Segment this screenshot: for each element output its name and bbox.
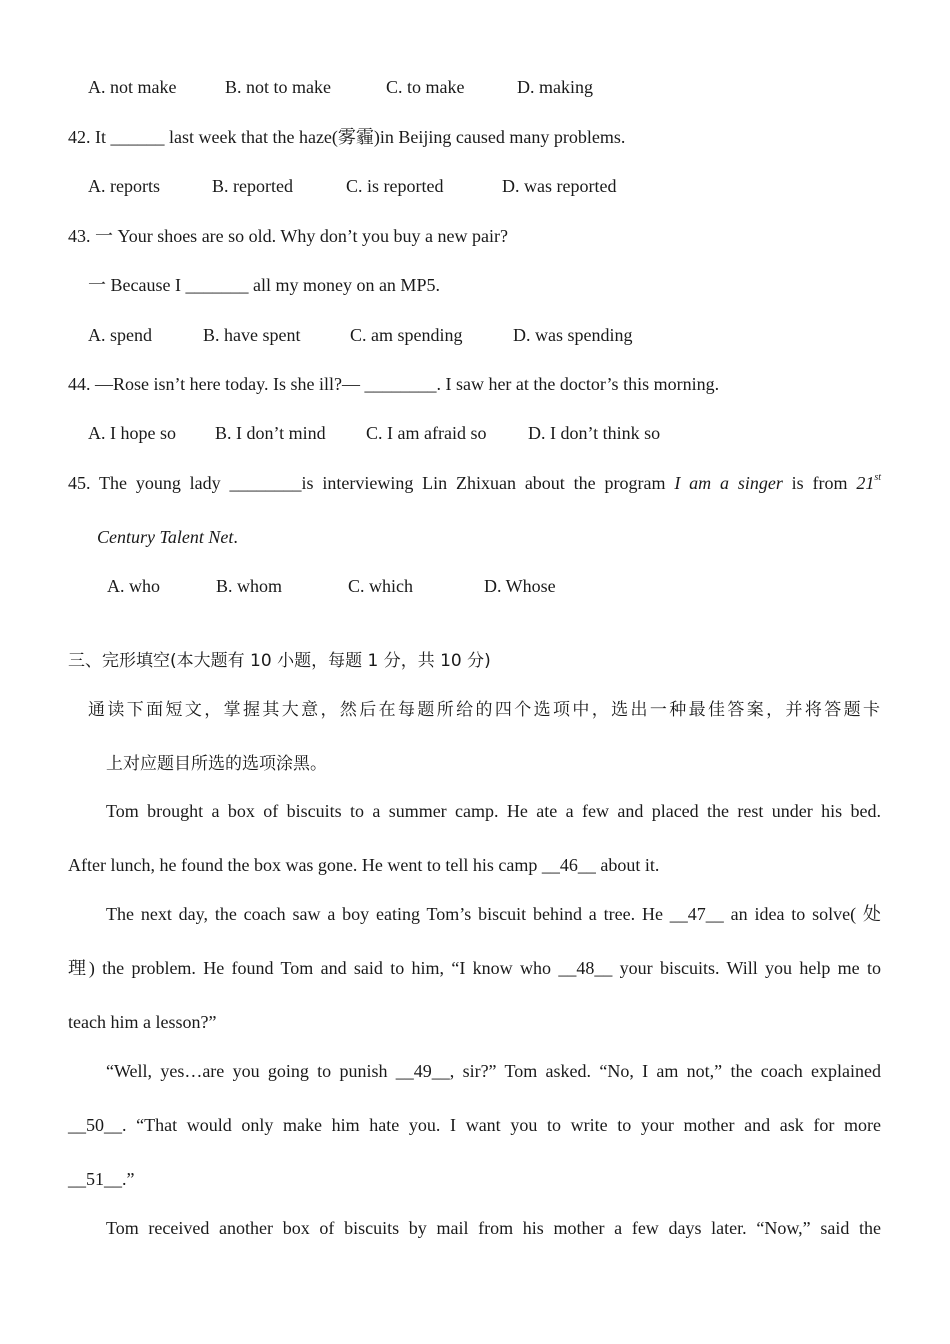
q45-option-c: C. which [348, 576, 413, 596]
q45-stem-line1 [68, 472, 881, 494]
section3-instruction-line1: 通读下面短文，掌握其大意，然后在每题所给的四个选项中，选出一种最佳答案，并将答题卡 [88, 700, 880, 720]
q45-century-number [856, 473, 881, 493]
q43-option-b: B. have spent [203, 325, 301, 345]
q45-program-title: I am a singer [674, 473, 783, 493]
q45-century-digits: 21 [856, 473, 875, 493]
q45-option-b: B. whom [216, 576, 283, 596]
q42-option-a: A. reports [88, 176, 160, 196]
passage-p1-line1: Tom brought a box of biscuits to a summer camp. He ate a few and placed the rest under his bed. [106, 801, 881, 821]
q44-option-c: C. I am afraid so [366, 423, 487, 443]
section3-instruction-line2: 上对应题目所选的选项涂黑。 [106, 754, 327, 774]
passage-p1-line2: After lunch, he found the box was gone. He went to tell his camp __46__ about it. [68, 855, 660, 875]
q43-stem-line2: 一 Because I _______ all my money on an MP5. [88, 275, 440, 295]
q43-stem-line1: 43. 一 Your shoes are so old. Why don’t you buy a new pair? [68, 226, 508, 246]
passage-p3-line1: “Well, yes…are you going to punish __49__, sir?” Tom asked. “No, I am not,” the coach explained [106, 1061, 881, 1081]
q41-option-a: A. not make [88, 77, 177, 97]
q44-option-b: B. I don’t mind [215, 423, 326, 443]
q42-option-b: B. reported [212, 176, 293, 196]
q42-option-c: C. is reported [346, 176, 444, 196]
q45-century-suffix: st [874, 472, 882, 483]
passage-p3-line2: __50__. “That would only make him hate you. I want you to write to your mother and ask for more [68, 1115, 881, 1135]
q42-option-d: D. was reported [502, 176, 617, 196]
q45-option-d: D. Whose [484, 576, 556, 596]
q45-site-name: Century Talent Net [97, 527, 234, 547]
q44-stem: 44. —Rose isn’t here today. Is she ill?— ________. I saw her at the doctor’s this morning. [68, 374, 720, 394]
section3-heading: 三、完形填空(本大题有 10 小题，每题 1 分，共 10 分) [68, 651, 491, 671]
q43-option-d: D. was spending [513, 325, 633, 345]
passage-p4-line1: Tom received another box of biscuits by mail from his mother a few days later. “Now,” said the [106, 1218, 881, 1238]
passage-p2-line3: teach him a lesson?” [68, 1012, 217, 1032]
q42-stem: 42. It ______ last week that the haze(雾霾)in Beijing caused many problems. [68, 127, 626, 147]
q45-period: . [233, 527, 238, 547]
passage-p2-line2: 理) the problem. He found Tom and said to him, “I know who __48__ your biscuits. Will you help me to [68, 958, 881, 978]
q45-stem-part2: is from [791, 473, 848, 493]
q41-option-c: C. to make [386, 77, 465, 97]
q41-option-d: D. making [517, 77, 593, 97]
q43-option-a: A. spend [88, 325, 152, 345]
q44-option-a: A. I hope so [88, 423, 176, 443]
q44-option-d: D. I don’t think so [528, 423, 661, 443]
q41-option-b: B. not to make [225, 77, 331, 97]
q45-stem-line2 [97, 526, 238, 548]
q43-option-c: C. am spending [350, 325, 463, 345]
passage-p2-line1: The next day, the coach saw a boy eating Tom’s biscuit behind a tree. He __47__ an idea to solve( 处 [106, 904, 881, 924]
q45-stem-part1: 45. The young lady ________is interviewing Lin Zhixuan about the program [68, 473, 666, 493]
passage-p3-line3: __51__.” [68, 1169, 135, 1189]
q45-option-a: A. who [107, 576, 160, 596]
